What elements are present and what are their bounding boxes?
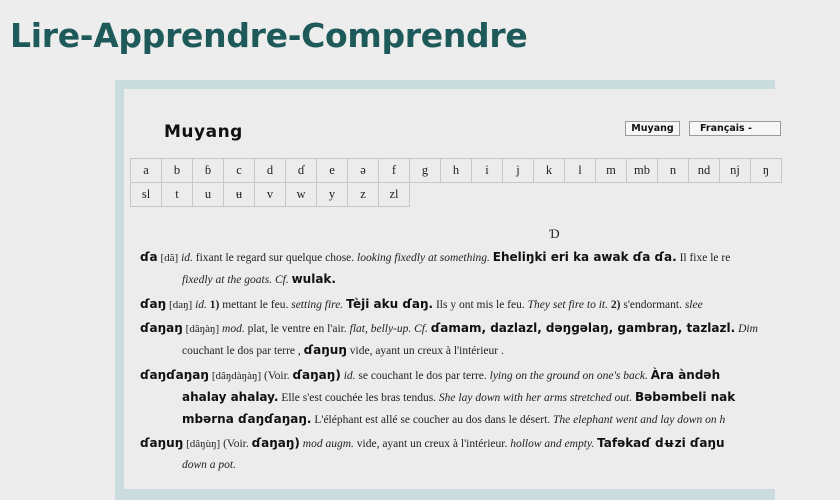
example-english: They set fire to it. (527, 299, 608, 311)
example-english: down a pot. (182, 459, 236, 471)
english-gloss: looking fixedly at something. (357, 252, 490, 264)
example-muyang: Bəbəmbeli nak (634, 390, 736, 404)
grammar-tag: id. (343, 370, 356, 382)
dictionary-entry (140, 433, 840, 476)
example-french: Ils y ont mis le feu. (435, 299, 525, 311)
headword: ɗaŋɗaŋaŋ (140, 368, 209, 382)
example-english: fixedly at the goats. (182, 274, 273, 286)
alphabet-letter-button[interactable]: ə (347, 158, 379, 183)
english-gloss: lying on the ground on one's back. (489, 370, 648, 382)
alphabet-letter-button[interactable]: d (254, 158, 286, 183)
alphabet-letter-button[interactable]: u (192, 182, 224, 207)
diminutive-label: Dim (738, 323, 758, 335)
phonetic: [dâŋdàŋàŋ] (211, 370, 262, 382)
dictionary-entry (140, 318, 840, 362)
dictionary-entry (140, 247, 840, 291)
alphabet-letter-button[interactable]: l (564, 158, 596, 183)
headword: ɗaŋuŋ (140, 436, 184, 450)
alphabet-letter-button[interactable]: f (378, 158, 410, 183)
phonetic: [dâŋùŋ] (186, 438, 221, 450)
example-french: L'éléphant est allé se coucher au dos dans le désert. (314, 414, 551, 426)
alphabet-letter-button[interactable]: b (161, 158, 193, 183)
french-gloss: se couchant le dos par terre. (358, 370, 487, 382)
alphabet-letter-button[interactable]: k (533, 158, 565, 183)
phonetic: [daŋ] (169, 299, 193, 311)
cross-reference-link[interactable]: ɗaŋaŋ) (292, 368, 341, 382)
headword: ɗaŋaŋ (140, 321, 183, 335)
example-french: Elle s'est couchée les bras tendus. (281, 392, 437, 404)
voir-label: (Voir. (223, 438, 249, 450)
phonetic: [dâŋàŋ] (185, 323, 220, 335)
alphabet-letter-button[interactable]: nd (688, 158, 720, 183)
alphabet-index (130, 158, 781, 206)
alphabet-letter-button[interactable]: ʉ (223, 182, 255, 207)
alphabet-letter-button[interactable]: n (657, 158, 689, 183)
alphabet-letter-button[interactable]: c (223, 158, 255, 183)
dictionary-entry (140, 365, 840, 431)
cf-label: Cf. (274, 274, 289, 286)
alphabet-letter-button[interactable]: sl (130, 182, 162, 207)
alphabet-letter-button[interactable]: m (595, 158, 627, 183)
grammar-tag: id. (181, 252, 193, 264)
alphabet-letter-button[interactable]: nj (719, 158, 751, 183)
alphabet-letter-button[interactable]: h (440, 158, 472, 183)
english-gloss: setting fire. (291, 299, 344, 311)
example-muyang: Àra àndəh (650, 368, 721, 382)
cross-reference-link[interactable]: ɗaŋuŋ (303, 343, 347, 357)
english-gloss: slee (684, 299, 703, 311)
alphabet-letter-button[interactable]: j (502, 158, 534, 183)
example-english: She lay down with her arms stretched out. (438, 392, 633, 404)
alphabet-letter-button[interactable]: y (316, 182, 348, 207)
derived-gloss: vide, ayant un creux à l'intérieur . (349, 345, 504, 357)
alphabet-letter-button[interactable]: ɓ (192, 158, 224, 183)
headword: ɗa (140, 250, 158, 264)
example-muyang: Eheliŋki eri ka awak ɗa ɗa. (492, 250, 677, 264)
example-muyang: mbərna ɗaŋɗaŋaŋ. (182, 412, 312, 426)
alphabet-letter-button[interactable]: zl (378, 182, 410, 207)
site-title: Lire-Apprendre-Comprendre (10, 16, 528, 55)
grammar-tag: mod. (222, 323, 245, 335)
french-gloss: mettant le feu. (222, 299, 289, 311)
alphabet-letter-button[interactable]: t (161, 182, 193, 207)
example-muyang: Tèji aku ɗaŋ. (346, 297, 434, 311)
alphabet-letter-button[interactable]: g (409, 158, 441, 183)
cross-reference-link[interactable]: ɗamam, dazlazl, dəŋgəlaŋ, gambraŋ, tazlazl. (430, 321, 736, 335)
voir-label: (Voir. (263, 370, 290, 382)
section-letter: Ɗ (549, 226, 560, 241)
alphabet-letter-button[interactable]: v (254, 182, 286, 207)
source-language-select[interactable]: Muyang (625, 121, 680, 136)
sense-number: 1) (209, 299, 220, 311)
alphabet-letter-button[interactable]: w (285, 182, 317, 207)
french-gloss: s'endormant. (623, 299, 682, 311)
dictionary-entry (140, 294, 840, 316)
alphabet-letter-button[interactable]: e (316, 158, 348, 183)
alphabet-letter-button[interactable]: mb (626, 158, 658, 183)
headword: ɗaŋ (140, 297, 167, 311)
alphabet-letter-button[interactable]: z (347, 182, 379, 207)
example-muyang: ahalay ahalay. (182, 390, 279, 404)
grammar-tag: mod augm. (302, 438, 354, 450)
cross-reference-link[interactable]: wulak. (291, 272, 336, 286)
phonetic: [dã] (160, 252, 179, 264)
cross-reference-link[interactable]: ɗaŋaŋ) (251, 436, 300, 450)
french-gloss: plat, le ventre en l'air. (247, 323, 347, 335)
dictionary-page (124, 89, 784, 489)
derived-gloss: couchant le dos par terre , (182, 345, 301, 357)
target-language-select[interactable]: Français - (689, 121, 781, 136)
english-gloss: hollow and empty. (510, 438, 595, 450)
grammar-tag: id. (195, 299, 207, 311)
alphabet-letter-button[interactable]: a (130, 158, 162, 183)
example-english: The elephant went and lay down on h (553, 414, 726, 426)
french-gloss: vide, ayant un creux à l'intérieur. (356, 438, 508, 450)
example-muyang: Tafəkaɗ dʉzi ɗaŋu (597, 436, 725, 450)
english-gloss: flat, belly-up. (349, 323, 412, 335)
alphabet-letter-button[interactable]: i (471, 158, 503, 183)
entry-list (140, 247, 840, 476)
example-french: Il fixe le re (679, 252, 731, 264)
french-gloss: fixant le regard sur quelque chose. (195, 252, 355, 264)
sense-number: 2) (610, 299, 621, 311)
alphabet-letter-button[interactable]: ŋ (750, 158, 782, 183)
language-title: Muyang (164, 122, 243, 142)
cf-label: Cf. (414, 323, 428, 335)
alphabet-letter-button[interactable]: ɗ (285, 158, 317, 183)
